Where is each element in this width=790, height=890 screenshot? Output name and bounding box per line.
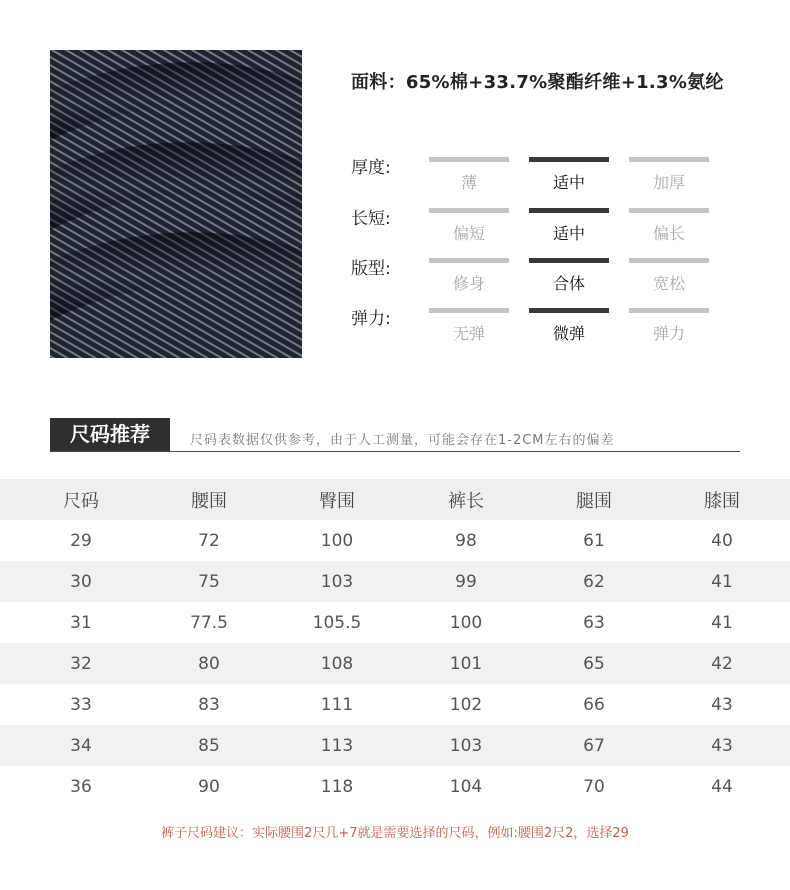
attribute-option <box>429 208 509 244</box>
option-bar <box>629 157 709 162</box>
option-bar <box>529 258 609 263</box>
attribute-option <box>629 258 709 294</box>
table-row <box>0 561 790 602</box>
size-section-title: 尺码推荐 <box>50 418 170 451</box>
attribute-option <box>529 157 609 193</box>
attribute-label: 弹力: <box>351 309 391 329</box>
attribute-row <box>351 208 751 248</box>
table-cell: 44 <box>711 776 733 797</box>
table-row <box>0 766 790 807</box>
option-bar <box>529 308 609 313</box>
table-cell: 32 <box>70 653 92 674</box>
attribute-row <box>351 308 751 348</box>
table-cell: 111 <box>320 694 354 715</box>
table-cell: 100 <box>449 612 483 633</box>
table-cell: 43 <box>711 735 733 756</box>
table-cell: 43 <box>711 694 733 715</box>
table-cell: 70 <box>583 776 605 797</box>
fabric-photo <box>50 50 302 358</box>
table-header-cell: 腿围 <box>576 490 612 512</box>
option-bar <box>629 308 709 313</box>
table-cell: 29 <box>70 530 92 551</box>
option-bar <box>529 157 609 162</box>
table-cell: 33 <box>70 694 92 715</box>
option-label: 微弹 <box>552 324 585 343</box>
table-cell: 77.5 <box>190 612 228 633</box>
attribute-label: 版型: <box>351 259 391 279</box>
option-label: 合体 <box>552 274 585 293</box>
option-label: 适中 <box>552 224 585 243</box>
table-row <box>0 643 790 684</box>
option-label: 宽松 <box>652 274 685 293</box>
option-label: 加厚 <box>652 173 685 192</box>
size-tip: 裤子尺码建议：实际腰围2尺几+7就是需要选择的尺码，例如:腰围2尺2，选择29 <box>161 826 629 841</box>
table-cell: 41 <box>711 612 733 633</box>
table-cell: 105.5 <box>312 612 362 633</box>
table-cell: 63 <box>583 612 605 633</box>
option-label: 适中 <box>552 173 585 192</box>
table-cell: 34 <box>70 735 92 756</box>
table-cell: 30 <box>70 571 92 592</box>
table-cell: 67 <box>583 735 605 756</box>
table-cell: 80 <box>198 653 220 674</box>
table-cell: 103 <box>320 571 354 592</box>
table-cell: 104 <box>449 776 483 797</box>
attribute-option <box>629 157 709 193</box>
table-row <box>0 602 790 643</box>
attribute-option <box>629 308 709 344</box>
table-cell: 61 <box>583 530 605 551</box>
table-row <box>0 684 790 725</box>
table-cell: 66 <box>583 694 605 715</box>
option-bar <box>529 208 609 213</box>
table-header-cell: 膝围 <box>704 490 740 512</box>
table-cell: 65 <box>583 653 605 674</box>
table-cell: 103 <box>449 735 483 756</box>
table-header-cell: 臀围 <box>319 490 355 512</box>
table-cell: 36 <box>70 776 92 797</box>
attribute-option <box>429 258 509 294</box>
attribute-option <box>629 208 709 244</box>
table-cell: 101 <box>449 653 483 674</box>
option-label: 偏长 <box>652 224 685 243</box>
option-bar <box>429 308 509 313</box>
table-header-cell: 裤长 <box>448 490 484 512</box>
denim-texture <box>50 50 302 358</box>
size-section-header <box>50 418 740 452</box>
attribute-option <box>529 308 609 344</box>
attribute-row <box>351 157 751 197</box>
table-cell: 40 <box>711 530 733 551</box>
option-bar <box>629 208 709 213</box>
attribute-option <box>429 308 509 344</box>
option-label: 偏短 <box>452 224 485 243</box>
table-cell: 31 <box>70 612 92 633</box>
attribute-label: 长短: <box>351 209 391 229</box>
option-label: 弹力 <box>652 324 685 343</box>
option-bar <box>429 258 509 263</box>
table-cell: 62 <box>583 571 605 592</box>
table-cell: 98 <box>455 530 477 551</box>
table-cell: 72 <box>198 530 220 551</box>
option-label: 无弹 <box>452 324 485 343</box>
table-header-cell: 腰围 <box>191 490 227 512</box>
table-cell: 83 <box>198 694 220 715</box>
attribute-option <box>529 258 609 294</box>
table-header-row <box>0 479 790 520</box>
table-cell: 102 <box>449 694 483 715</box>
table-cell: 90 <box>198 776 220 797</box>
table-cell: 41 <box>711 571 733 592</box>
table-cell: 113 <box>320 735 354 756</box>
table-header-cell: 尺码 <box>63 490 99 512</box>
option-label: 修身 <box>452 274 485 293</box>
table-cell: 118 <box>320 776 354 797</box>
table-row <box>0 520 790 561</box>
material-composition: 面料：65%棉+33.7%聚酯纤维+1.3%氨纶 <box>351 72 724 93</box>
attribute-label: 厚度: <box>351 158 391 178</box>
table-cell: 99 <box>455 571 477 592</box>
attribute-option <box>529 208 609 244</box>
option-bar <box>429 208 509 213</box>
attribute-option <box>429 157 509 193</box>
option-bar <box>629 258 709 263</box>
table-cell: 42 <box>711 653 733 674</box>
attribute-row <box>351 258 751 298</box>
table-cell: 85 <box>198 735 220 756</box>
option-label: 薄 <box>460 173 477 192</box>
table-cell: 75 <box>198 571 220 592</box>
table-cell: 100 <box>320 530 354 551</box>
size-table <box>0 479 790 807</box>
table-cell: 108 <box>320 653 354 674</box>
size-section-note: 尺码表数据仅供参考，由于人工测量，可能会存在1-2CM左右的偏差 <box>190 433 615 448</box>
table-row <box>0 725 790 766</box>
option-bar <box>429 157 509 162</box>
